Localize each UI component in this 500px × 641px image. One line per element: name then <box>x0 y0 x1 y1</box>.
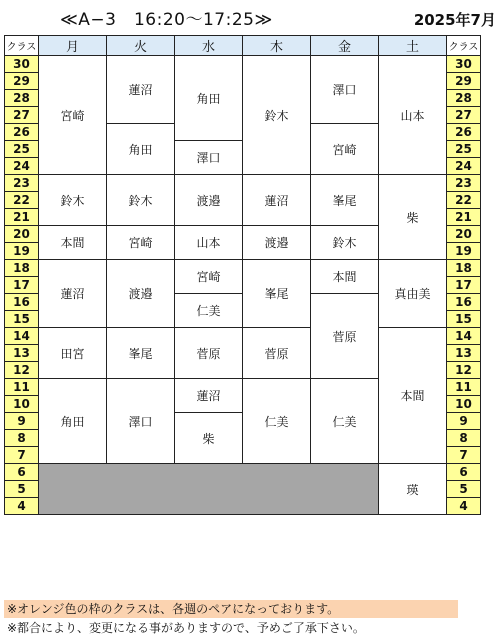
year-month-label: 2025年7月 <box>413 11 496 29</box>
lesson-cell-tue: 角田 <box>107 124 175 175</box>
class-number-left: 30 <box>5 56 39 73</box>
class-number-left: 8 <box>5 430 39 447</box>
lesson-cell-wed: 柴 <box>175 413 243 464</box>
class-number-right: 30 <box>447 56 481 73</box>
class-number-right: 11 <box>447 379 481 396</box>
class-number-left: 25 <box>5 141 39 158</box>
header-row <box>5 36 481 56</box>
lesson-cell-tue: 澤口 <box>107 379 175 464</box>
lesson-cell-fri: 宮崎 <box>311 124 379 175</box>
class-number-left: 21 <box>5 209 39 226</box>
class-number-right: 15 <box>447 311 481 328</box>
class-number-left: 16 <box>5 294 39 311</box>
lesson-cell-wed: 山本 <box>175 226 243 260</box>
class-number-left: 15 <box>5 311 39 328</box>
class-number-right: 5 <box>447 481 481 498</box>
class-row <box>5 260 481 277</box>
class-number-right: 12 <box>447 362 481 379</box>
class-number-left: 5 <box>5 481 39 498</box>
schedule-title: ≪A−3 16:20〜17:25≫ <box>60 10 273 30</box>
class-number-left: 26 <box>5 124 39 141</box>
class-number-right: 10 <box>447 396 481 413</box>
class-row <box>5 464 481 481</box>
class-number-right: 16 <box>447 294 481 311</box>
lesson-cell-wed: 渡邉 <box>175 175 243 226</box>
lesson-cell-thu: 峯尾 <box>243 260 311 328</box>
lesson-cell-fri: 鈴木 <box>311 226 379 260</box>
class-number-right: 26 <box>447 124 481 141</box>
schedule-grid <box>4 35 481 515</box>
lesson-cell-mon: 鈴木 <box>39 175 107 226</box>
note-changes: ※都合により、変更になる事がありますので、予めご了承下さい。 <box>7 621 365 635</box>
day-header-sat: 土 <box>379 36 447 56</box>
class-number-right: 6 <box>447 464 481 481</box>
day-header-mon: 月 <box>39 36 107 56</box>
class-number-right: 9 <box>447 413 481 430</box>
class-number-left: 12 <box>5 362 39 379</box>
class-number-right: 13 <box>447 345 481 362</box>
class-number-right: 19 <box>447 243 481 260</box>
lesson-cell-tue: 蓮沼 <box>107 56 175 124</box>
lesson-cell-fri: 澤口 <box>311 56 379 124</box>
lesson-cell-thu: 渡邉 <box>243 226 311 260</box>
class-number-right: 25 <box>447 141 481 158</box>
lesson-cell-sat: 真由美 <box>379 260 447 328</box>
class-number-left: 6 <box>5 464 39 481</box>
class-number-left: 10 <box>5 396 39 413</box>
class-number-left: 20 <box>5 226 39 243</box>
class-number-left: 24 <box>5 158 39 175</box>
class-number-left: 14 <box>5 328 39 345</box>
class-number-right: 23 <box>447 175 481 192</box>
lesson-cell-mon: 本間 <box>39 226 107 260</box>
lesson-cell-fri: 菅原 <box>311 294 379 379</box>
lesson-cell-tue: 鈴木 <box>107 175 175 226</box>
class-number-left: 13 <box>5 345 39 362</box>
lesson-cell-sat: 山本 <box>379 56 447 175</box>
class-number-left: 11 <box>5 379 39 396</box>
lesson-cell-wed: 宮崎 <box>175 260 243 294</box>
lesson-cell-thu: 菅原 <box>243 328 311 379</box>
lesson-cell-tue: 峯尾 <box>107 328 175 379</box>
class-number-right: 24 <box>447 158 481 175</box>
lesson-cell-thu: 仁美 <box>243 379 311 464</box>
lesson-cell-wed: 菅原 <box>175 328 243 379</box>
lesson-cell-mon: 蓮沼 <box>39 260 107 328</box>
class-number-right: 8 <box>447 430 481 447</box>
note-pair-classes: ※オレンジ色の枠のクラスは、各週のペアになっております。 <box>4 600 458 618</box>
class-number-right: 4 <box>447 498 481 515</box>
lesson-cell-sat: 柴 <box>379 175 447 260</box>
day-header-fri: 金 <box>311 36 379 56</box>
grid-body <box>5 56 481 515</box>
class-number-left: 22 <box>5 192 39 209</box>
class-number-left: 28 <box>5 90 39 107</box>
class-number-right: 27 <box>447 107 481 124</box>
class-number-left: 29 <box>5 73 39 90</box>
lesson-cell-wed: 澤口 <box>175 141 243 175</box>
class-header-left: クラス <box>5 36 39 56</box>
lesson-cell-mon: 宮崎 <box>39 56 107 175</box>
day-header-tue: 火 <box>107 36 175 56</box>
class-number-right: 22 <box>447 192 481 209</box>
class-number-right: 14 <box>447 328 481 345</box>
class-header-right: クラス <box>447 36 481 56</box>
lesson-cell-mon: 角田 <box>39 379 107 464</box>
class-number-left: 23 <box>5 175 39 192</box>
lesson-cell-tue: 渡邉 <box>107 260 175 328</box>
class-number-left: 7 <box>5 447 39 464</box>
class-number-left: 4 <box>5 498 39 515</box>
class-row <box>5 175 481 192</box>
class-number-left: 17 <box>5 277 39 294</box>
day-header-thu: 木 <box>243 36 311 56</box>
lesson-cell-wed: 角田 <box>175 56 243 141</box>
class-number-left: 18 <box>5 260 39 277</box>
lesson-cell-fri: 仁美 <box>311 379 379 464</box>
lesson-cell-wed: 蓮沼 <box>175 379 243 413</box>
class-row <box>5 328 481 345</box>
lesson-cell-fri: 本間 <box>311 260 379 294</box>
class-number-right: 17 <box>447 277 481 294</box>
class-number-left: 19 <box>5 243 39 260</box>
lesson-cell-tue: 宮崎 <box>107 226 175 260</box>
class-number-right: 18 <box>447 260 481 277</box>
lesson-cell-thu: 蓮沼 <box>243 175 311 226</box>
class-number-right: 28 <box>447 90 481 107</box>
class-number-right: 7 <box>447 447 481 464</box>
class-number-right: 21 <box>447 209 481 226</box>
lesson-cell-mon: 田宮 <box>39 328 107 379</box>
class-row <box>5 56 481 73</box>
lesson-cell-thu: 鈴木 <box>243 56 311 175</box>
day-header-wed: 水 <box>175 36 243 56</box>
class-number-left: 27 <box>5 107 39 124</box>
class-number-right: 20 <box>447 226 481 243</box>
lesson-cell-wed: 仁美 <box>175 294 243 328</box>
lesson-cell-sat: 瑛 <box>379 464 447 515</box>
class-number-right: 29 <box>447 73 481 90</box>
empty-block <box>39 464 379 515</box>
class-number-left: 9 <box>5 413 39 430</box>
lesson-cell-fri: 峯尾 <box>311 175 379 226</box>
lesson-cell-sat: 本間 <box>379 328 447 464</box>
